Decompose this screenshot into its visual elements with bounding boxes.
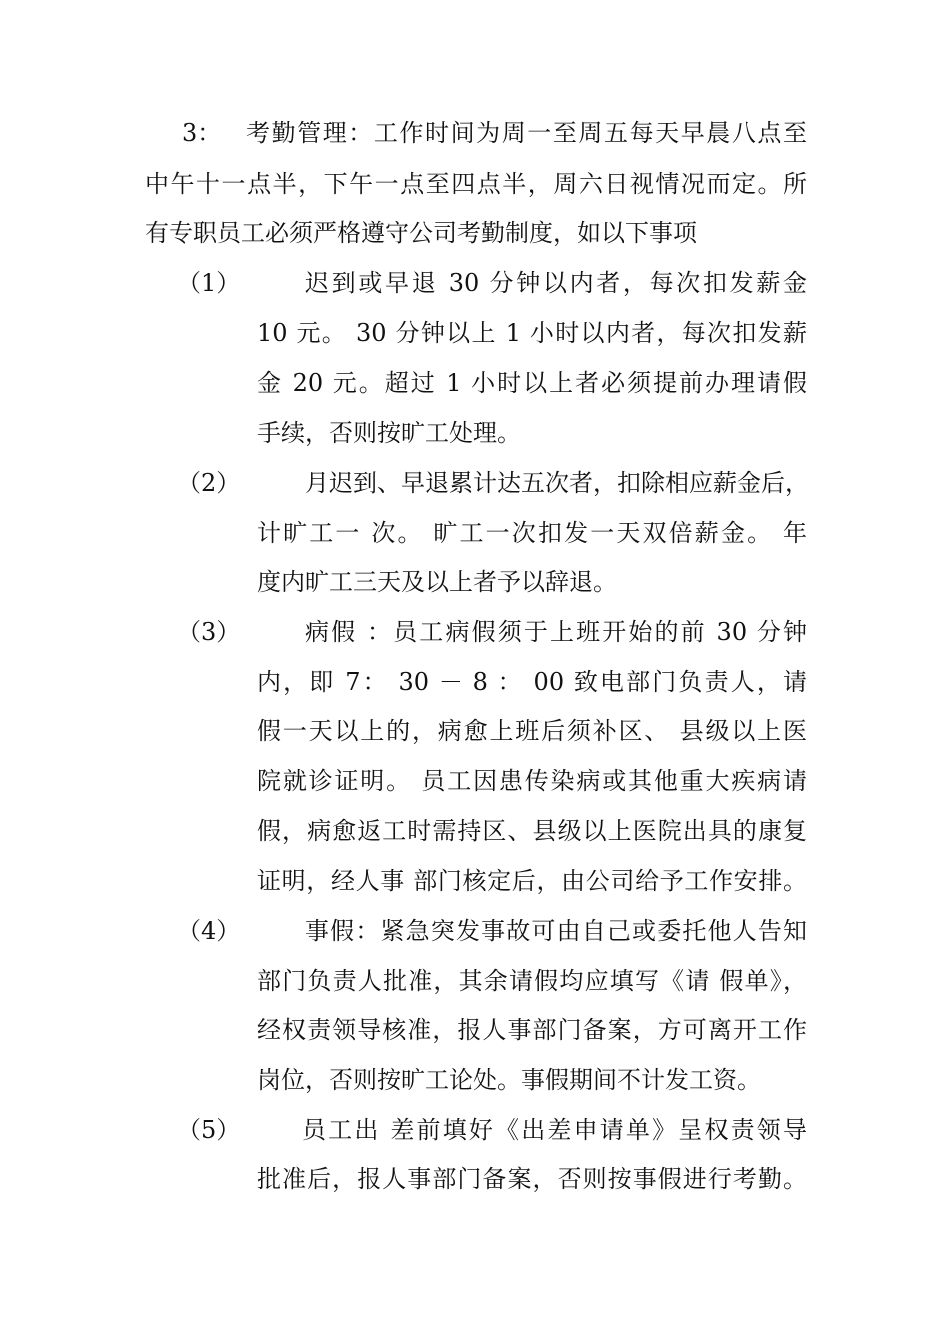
item-line: 岗位，否则按旷工论处。事假期间不计发工资。 <box>257 1066 761 1094</box>
section-number: 3： <box>182 119 222 147</box>
item-line: 批准后，报人事部门备案，否则按事假进行考勤。 <box>257 1165 807 1193</box>
item-number: （2） <box>177 469 241 497</box>
section-line: 中午十一点半，下午一点至四点半，周六日视情况而定。所 <box>145 170 807 198</box>
item-line: 院就诊证明。 员工因患传染病或其他重大疾病请 <box>257 767 807 795</box>
item-line: 经权责领导核准，报人事部门备案，方可离开工作 <box>257 1016 807 1044</box>
item-line: 假一天以上的，病愈上班后须补区、 县级以上医 <box>257 717 807 745</box>
item-line: 病假 ：员工病假须于上班开始的前 30 分钟 <box>305 618 807 646</box>
section-line: 有专职员工必须严格遵守公司考勤制度，如以下事项 <box>145 219 697 247</box>
item-line: 证明，经人事 部门核定后，由公司给予工作安排。 <box>257 867 807 895</box>
item-line: 内，即 7： 30 － 8 ： 00 致电部门负责人，请 <box>257 668 807 696</box>
item-line: 假，病愈返工时需持区、县级以上医院出具的康复 <box>257 817 807 845</box>
item-line: 10 元。 30 分钟以上 1 小时以内者，每次扣发薪 <box>257 319 807 347</box>
item-line: 度内旷工三天及以上者予以辞退。 <box>257 568 617 596</box>
item-line: 手续，否则按旷工处理。 <box>257 419 521 447</box>
item-line: 部门负责人批准，其余请假均应填写《请 假单》， <box>257 967 807 995</box>
item-number: （3） <box>177 618 241 646</box>
item-line: 事假：紧急突发事故可由自己或委托他人告知 <box>305 917 807 945</box>
item-number: （5） <box>177 1116 241 1144</box>
item-line: 月迟到、早退累计达五次者，扣除相应薪金后， <box>305 469 809 497</box>
item-number: （4） <box>177 917 241 945</box>
item-line: 迟到或早退 30 分钟以内者，每次扣发薪金 <box>305 269 807 297</box>
item-line: 计旷工一 次。 旷工一次扣发一天双倍薪金。 年 <box>257 519 807 547</box>
item-line: 金 20 元。超过 1 小时以上者必须提前办理请假 <box>257 369 807 397</box>
item-line: 员工出 差前填好《出差申请单》呈权责领导 <box>302 1116 807 1144</box>
item-number: （1） <box>177 269 241 297</box>
section-line: 考勤管理：工作时间为周一至周五每天早晨八点至 <box>246 119 807 147</box>
